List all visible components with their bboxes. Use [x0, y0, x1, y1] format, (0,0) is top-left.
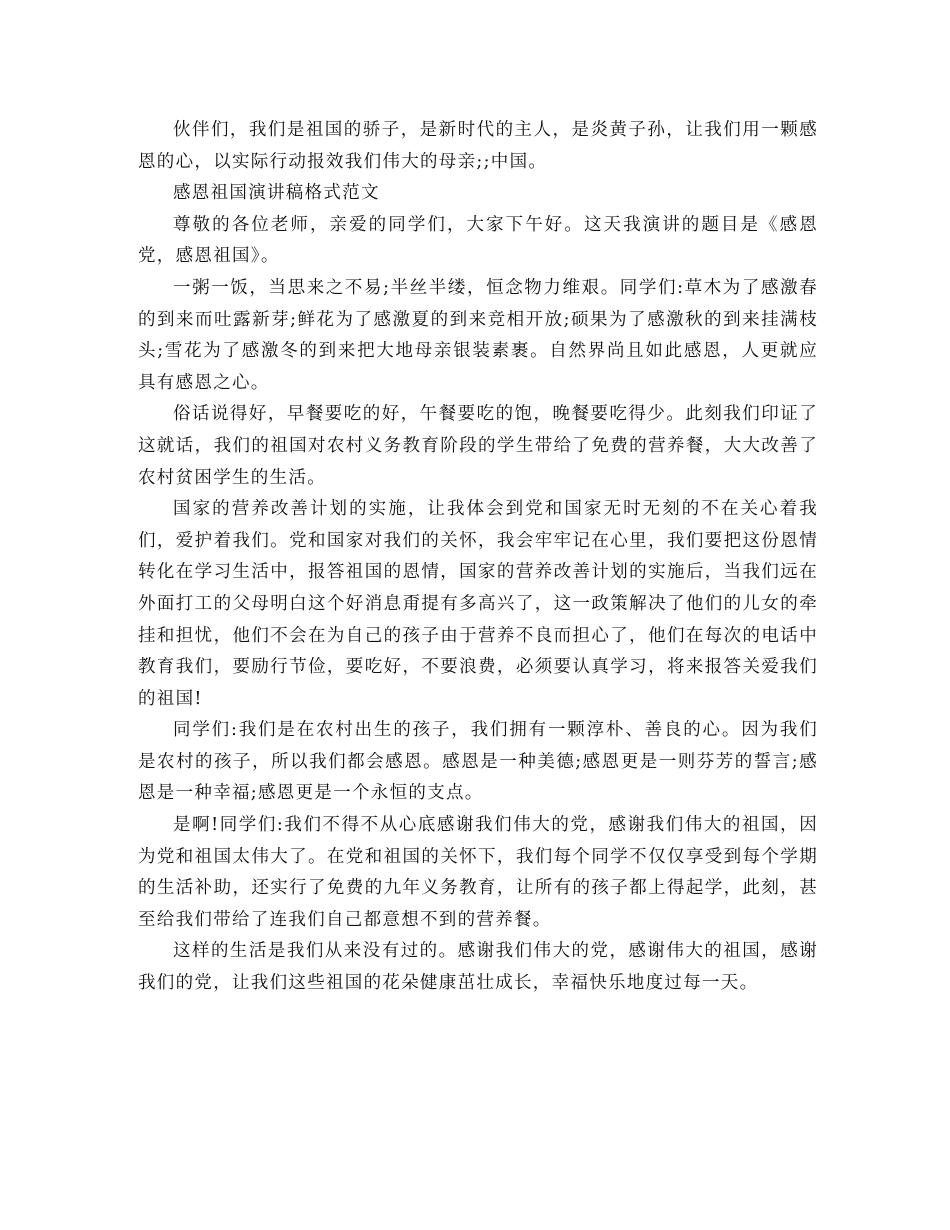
paragraph-gratitude-nature: 一粥一饭，当思来之不易;半丝半缕，恒念物力维艰。同学们:草木为了感激春的到来而吐露新芽;鲜花为了感激夏的到来竞相开放;硕果为了感激秋的到来挂满枝头;雪花为了感激冬的到来把大地母亲银装素裹。自然界尚且如此感恩，人更就应具有感恩之心。 [138, 277, 818, 393]
section-title: 感恩祖国演讲稿格式范文 [173, 183, 380, 204]
paragraph-greeting: 尊敬的各位老师，亲爱的同学们，大家下午好。这天我演讲的题目是《感恩党，感恩祖国》。 [138, 214, 818, 267]
paragraph-nutrition-plan: 国家的营养改善计划的实施，让我体会到党和国家无时无刻的不在关心着我们，爱护着我们。党和国家对我们的关怀，我会牢牢记在心里，我们要把这份恩情转化在学习生活中，报答祖国的恩情，国家的营养改善计划的实施后，当我们远在外面打工的父母明白这个好消息甭提有多高兴了，这一政策解决了他们的儿女的牵挂和担忧，他们不会在为自己的孩子由于营养不良而担心了，他们在每次的电话中教育我们，要励行节俭，要吃好，不要浪费，必须要认真学习，将来报答关爱我们的祖国! [138, 499, 818, 709]
paragraph-conclusion: 这样的生活是我们从来没有过的。感谢我们伟大的党，感谢伟大的祖国，感谢我们的党，让我们这些祖国的花朵健康茁壮成长，幸福快乐地度过每一天。 [138, 941, 818, 994]
document-page [138, 115, 818, 1000]
paragraph-thanks-party: 是啊!同学们:我们不得不从心底感谢我们伟大的党，感谢我们伟大的祖国，因为党和祖国太伟大了。在党和祖国的关怀下，我们每个同学不仅仅享受到每个学期的生活补助，还实行了免费的九年义务教育，让所有的孩子都上得起学，此刻，甚至给我们带给了连我们自己都意想不到的营养餐。 [138, 815, 818, 930]
paragraph-closing-call: 伙伴们，我们是祖国的骄子，是新时代的主人，是炎黄子孙，让我们用一颗感恩的心，以实际行动报效我们伟大的母亲;;中国。 [138, 120, 818, 172]
paragraph-rural-children: 同学们:我们是在农村出生的孩子，我们拥有一颗淳朴、善良的心。因为我们是农村的孩子，所以我们都会感恩。感恩是一种美德;感恩更是一则芬芳的誓言;感恩是一种幸福;感恩更是一个永恒的支点。 [138, 720, 818, 804]
paragraph-meals: 俗话说得好，早餐要吃的好，午餐要吃的饱，晚餐要吃得少。此刻我们印证了这就话，我们的祖国对农村义务教育阶段的学生带给了免费的营养餐，大大改善了农村贫困学生的生活。 [138, 404, 818, 488]
